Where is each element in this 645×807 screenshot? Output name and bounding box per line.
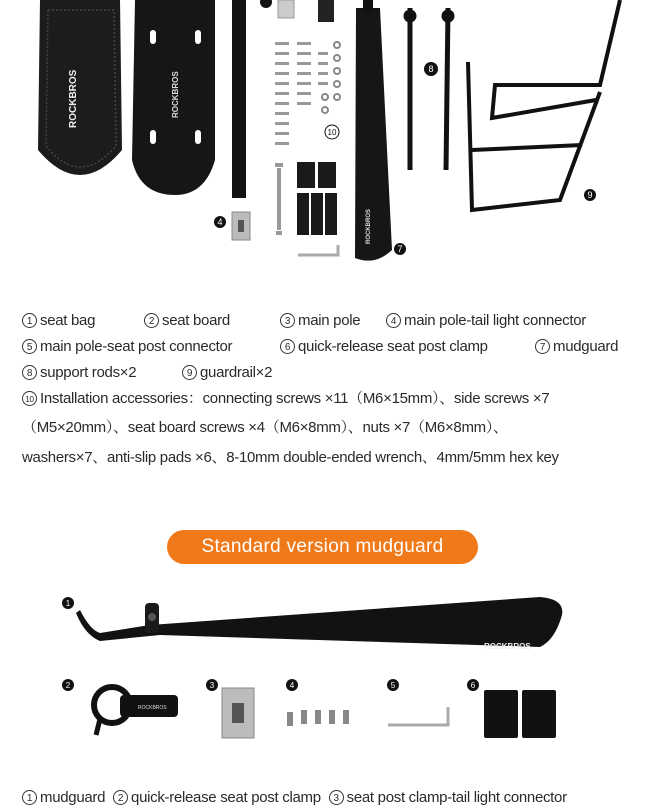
legend-item-3: 3 main pole [280, 310, 360, 332]
standard-parts-legend [22, 789, 571, 806]
support-rods-image [406, 8, 452, 170]
marker-7: 7 [397, 244, 403, 254]
legend-continuation-2: washers×7、anti-slip pads ×6、8-10mm double-ended wrench、4mm/5mm hex key [22, 449, 559, 466]
bottom-anti-slip-pads-image [484, 690, 556, 738]
seat-board-image [132, 0, 215, 195]
guardrail-image [468, 0, 620, 210]
legend-continuation-1: （M5×20mm）、seat board screws ×4（M6×8mm）、nuts ×7（M6×8mm）、 [22, 419, 508, 436]
standard-mudguard-image [76, 597, 562, 651]
bottom-screws-image [287, 710, 349, 726]
mudguard-image [355, 0, 392, 261]
marker-8: 8 [428, 64, 434, 74]
legend-item-4: 4 main pole-tail light connector [386, 310, 586, 332]
bottom-hex-key-image [388, 707, 448, 725]
marker-10: 10 [327, 128, 337, 137]
marker-9: 9 [587, 190, 593, 200]
legend-item-7: 7 mudguard [535, 336, 618, 358]
seat-board-brand: ROCKBROS [171, 71, 180, 118]
bottom-legend-item-1: 1 mudguard [22, 789, 105, 806]
bottom-marker-5: 5 [390, 681, 396, 690]
legend-item-2: 2 seat board [144, 310, 230, 332]
standard-mudguard-photo [0, 585, 645, 785]
legend-item-6: 6 quick-release seat post clamp [280, 336, 488, 358]
standard-mudguard-brand: ROCKBROS [484, 642, 531, 651]
marker-4: 4 [217, 217, 223, 227]
product-parts-photo [0, 0, 645, 290]
tail-light-connector-image [222, 688, 254, 738]
bottom-legend-item-3: 3 seat post clamp-tail light connector [329, 789, 567, 806]
wrench-image [275, 165, 283, 233]
section-title-pill: Standard version mudguard [167, 530, 478, 564]
seat-bag-brand: ROCKBROS [68, 69, 79, 128]
mudguard-brand: ROCKBROS [366, 208, 372, 244]
legend-item-5: 5 main pole-seat post connector [22, 336, 232, 358]
main-pole-image [232, 0, 246, 198]
seat-post-clamp-image [94, 687, 178, 735]
seat-bag-image [38, 0, 122, 175]
clamp-brand: ROCKBROS [138, 705, 167, 711]
legend-item-1: 1 seat bag [22, 310, 95, 332]
bottom-marker-6: 6 [470, 681, 476, 690]
hex-key-image [298, 245, 338, 255]
connector-image [232, 212, 250, 240]
legend-item-10: 10 Installation accessories：connecting screws ×11（M6×15mm）、side screws ×7 [22, 388, 549, 410]
bottom-marker-2: 2 [65, 681, 71, 690]
anti-slip-pads-image [297, 162, 337, 235]
bottom-legend-item-2: 2 quick-release seat post clamp [113, 789, 321, 806]
legend-item-8: 8 support rods×2 [22, 362, 136, 384]
bottom-marker-4: 4 [289, 681, 295, 690]
screws-image [275, 42, 328, 145]
top-photo-markers [214, 0, 596, 255]
legend-item-9: 9 guardrail×2 [182, 362, 272, 384]
bottom-marker-1: 1 [65, 599, 71, 608]
bottom-marker-3: 3 [209, 681, 215, 690]
